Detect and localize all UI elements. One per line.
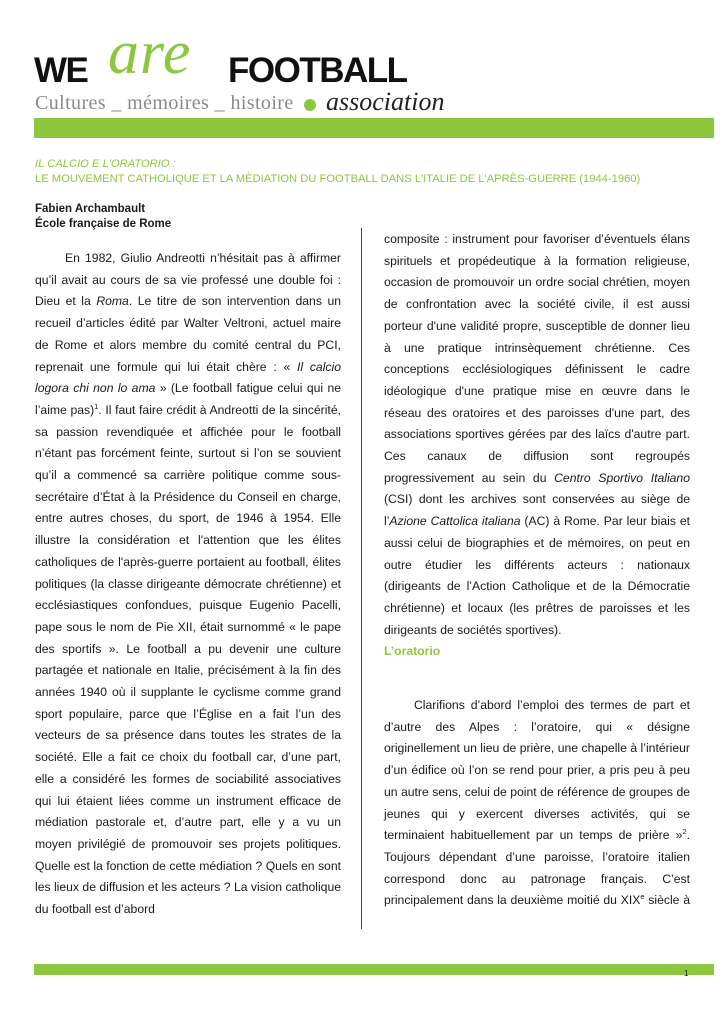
article-title-line2: LE MOUVEMENT CATHOLIQUE ET LA MÈDIATION DU FOOTBALL DANS L'ITALIE DE L'APRÈS-GUERRE (1944-1960) <box>35 173 641 185</box>
logo-tagline: Cultures _ mémoires _ histoire <box>35 92 294 114</box>
article-title <box>35 157 715 187</box>
author-block <box>35 202 171 232</box>
logo-we: WE <box>34 51 88 90</box>
footnote-ref[interactable]: 1 <box>94 401 99 411</box>
page-number: 1 <box>684 969 689 978</box>
logo-association: association <box>326 87 445 116</box>
section-heading: L’oratorio <box>384 644 441 659</box>
green-dot-icon <box>304 99 316 111</box>
author-affiliation: École française de Rome <box>35 218 172 230</box>
paragraph: En 1982, Giulio Andreotti n’hésitait pas à affirmer qu’il avait au cours de sa vie professé une double foi : Dieu et la Roma. Le titre de son intervention dans un recueil d’articles édité par Walter Veltroni, actuel maire de Rome et alors membre du comité central du PCI, reprenait une formule qui lui était chère : « Il calcio logora chi non lo ama » (Le football fatigue celui qui ne l’aime pas)$^1$. Il faut faire crédit à Andreotti de la sincérité, sa passion revendiquée et affichée pour le football n’étant pas forcément feinte, surtout si l’on se souvient qu’il a commencé sa carrière politique comme sous-secrétaire d’État à la Présidence du Conseil en charge, entre autres choses, du sport, de 1946 à 1954. Elle illustre la considération et l'attention que les élites catholiques de l'après-guerre portaient au football, élites politiques (la classe dirigeante démocrate chrétienne) et ecclésiastiques confondues, puisque Eugenio Pacelli, pape sous le nom de Pie XII, était surnommé « le pape des sportifs ». Le football a pu devenir une culture partagée et nationale en Italie, précisément à la fin des années 1940 où il supplante le cyclisme comme grand sport populaire, parce que l’Église en a fait l’un des vecteurs de sa présence dans toutes les strates de la société. Elle a fait ce choix du football car, d’une part, elle a considéré les formes de sociabilité associatives qui lui étaient liées comme un instrument efficace de médiation pastorale et, d’autre part, elle y a vu un moyen privilégié de promouvoir ses projets politiques. Quelle est la fonction de cette médiation ? Quels en sont les lieux de diffusion et les acteurs ? La vision catholique du football est d’abord <box>35 251 342 917</box>
logo-are: are <box>108 19 192 87</box>
header-bar <box>34 118 714 138</box>
right-column <box>384 229 690 912</box>
paragraph: composite : instrument pour favoriser d’éventuels élans spirituels et propédeutique à la formation religieuse, occasion de promouvoir un ordre social chrétien, moyen de confrontation avec la société civile, il est aussi porteur d'une validité propre, susceptible de donner lieu à une pratique intrinsèquement chrétienne. Ces conceptions ecclésiologiques définissent le cadre idéologique d'une pratique mise en œuvre dans le réseau des oratoires et des paroisses d'une part, des associations sportives gérées par des laïcs d'autre part. Ces canaux de diffusion sont regroupés progressivement au sein du Centro Sportivo Italiano (CSI) dont les archives sont conservées au siège de l’Azione Cattolica italiana (AC) à Rome. Par leur biais et aussi celui de biographies et de mémoires, on peut en outre étudier les différents acteurs : nationaux (dirigeants de l’Action Catholique et de la Démocratie chrétienne) et locaux (les prêtres de paroisses et les dirigeants de sociétés sportives). <box>384 232 690 637</box>
article-title-line1: IL CALCIO E L'ORATORIO : <box>35 158 176 170</box>
footer-bar <box>34 964 714 975</box>
logo-football: FOOTBALL <box>228 51 407 90</box>
column-divider <box>361 228 362 929</box>
left-column <box>35 248 341 921</box>
paragraph: Clarifions d’abord l’emploi des termes de part et d’autre des Alpes : l’oratoire, qui « désigne originellement un lieu de prière, une chapelle à l’intérieur d’un édifice où l’on se rend pour prier, a pris peu à peu un autre sens, celui de point de référence de groupes de jeunes qui y exercent diverses activités, qui se terminaient habituellement par un temps de prière »$^2$. Toujours dépendant d’une paroisse, l’oratoire italien correspond donc au patronage français. C’est principalement dans la deuxième moitié du XIXe siècle à <box>384 698 690 908</box>
author-name: Fabien Archambault <box>35 203 146 215</box>
footnote-ref[interactable]: 2 <box>682 827 687 837</box>
